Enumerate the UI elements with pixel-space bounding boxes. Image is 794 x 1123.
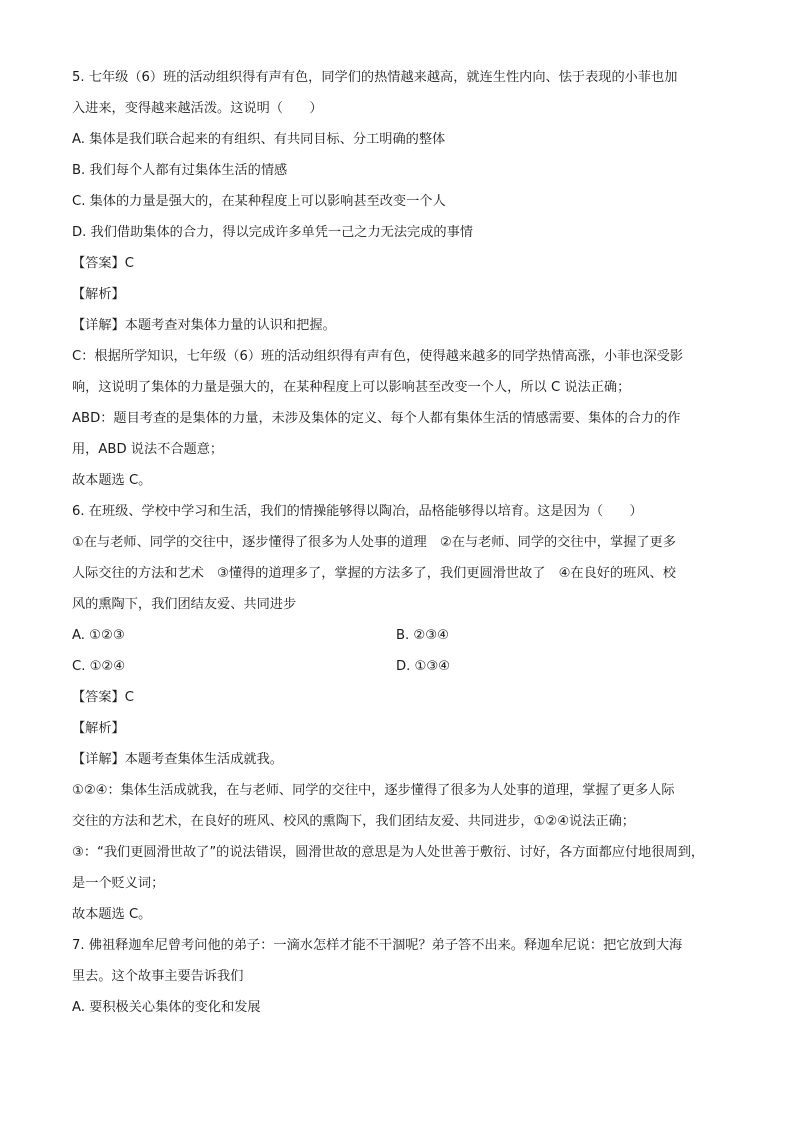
question-7 bbox=[72, 930, 724, 1023]
analysis-heading: 【解析】 bbox=[72, 287, 125, 302]
explanation-text: ③：“我们更圆滑世故了”的说法错误，圆滑世故的意思是为人处世善于敷衍、讨好，各方面都应付地很周到， bbox=[72, 845, 705, 860]
options-row bbox=[72, 651, 724, 682]
explanation-text: C：根据所学知识，七年级（6）班的活动组织得有声有色，使得越来越多的同学热情高涨，小菲也深受影 bbox=[72, 349, 684, 364]
explanation-text: ①②④：集体生活成就我，在与老师、同学的交往中，逐步懂得了很多为人处事的道理，掌握了更多人际 bbox=[72, 783, 675, 798]
statement-items: 风的熏陶下，我们团结友爱、共同进步 bbox=[72, 597, 297, 612]
option-a: A. 集体是我们联合起来的有组织、有共同目标、分工明确的整体 bbox=[72, 132, 446, 147]
options-row bbox=[72, 620, 724, 651]
question-stem: 6. 在班级、学校中学习和生活，我们的情操能够得以陶冶，品格能够得以培育。这是因为（ ） bbox=[72, 504, 643, 519]
statement-items: ①在与老师、同学的交往中，逐步懂得了很多为人处事的道理 ②在与老师、同学的交往中，掌握了更多 bbox=[72, 535, 676, 550]
option-a: A. ①②③ bbox=[72, 628, 125, 643]
option-c: C. 集体的力量是强大的，在某种程度上可以影响甚至改变一个人 bbox=[72, 194, 446, 209]
question-stem: 里去。这个故事主要告诉我们 bbox=[72, 969, 244, 984]
answer-line: 【答案】C bbox=[72, 690, 134, 705]
option-c: C. ①②④ bbox=[72, 659, 126, 674]
statement-items: 人际交往的方法和艺术 ③懂得的道理多了，掌握的方法多了，我们更圆滑世故了 ④在良好的班风、校 bbox=[72, 566, 676, 581]
option-a: A. 要积极关心集体的变化和发展 bbox=[72, 1000, 261, 1015]
answer-line: 【答案】C bbox=[72, 256, 134, 271]
detail-line: 【详解】本题考查集体生活成就我。 bbox=[72, 752, 283, 767]
question-stem: 7. 佛祖释迦牟尼曾考问他的弟子：一滴水怎样才能不干涸呢？弟子答不出来。释迦牟尼说：把它放到大海 bbox=[72, 938, 683, 953]
explanation-text: 用，ABD 说法不合题意； bbox=[72, 442, 224, 457]
conclusion-line: 故本题选 C。 bbox=[72, 473, 152, 488]
question-stem: 入进来，变得越来越活泼。这说明（ ） bbox=[72, 101, 323, 116]
option-b: B. 我们每个人都有过集体生活的情感 bbox=[72, 163, 288, 178]
explanation-text: ABD：题目考查的是集体的力量，未涉及集体的定义、每个人都有集体生活的情感需要、集体的合力的作 bbox=[72, 411, 681, 426]
option-b: B. ②③④ bbox=[396, 628, 449, 643]
question-6 bbox=[72, 496, 724, 930]
option-d: D. 我们借助集体的合力，得以完成许多单凭一己之力无法完成的事情 bbox=[72, 225, 473, 240]
explanation-text: 响，这说明了集体的力量是强大的，在某种程度上可以影响甚至改变一个人，所以 C 说法正确； bbox=[72, 380, 631, 395]
explanation-text: 交往的方法和艺术，在良好的班风、校风的熏陶下，我们团结友爱、共同进步，①②④说法正确； bbox=[72, 814, 635, 829]
conclusion-line: 故本题选 C。 bbox=[72, 907, 152, 922]
detail-line: 【详解】本题考查对集体力量的认识和把握。 bbox=[72, 318, 336, 333]
explanation-text: 是一个贬义词； bbox=[72, 876, 165, 891]
option-d: D. ①③④ bbox=[396, 659, 451, 674]
question-stem: 5. 七年级（6）班的活动组织得有声有色，同学们的热情越来越高，就连生性内向、怯于表现的小菲也加 bbox=[72, 70, 678, 85]
question-5 bbox=[72, 62, 724, 496]
analysis-heading: 【解析】 bbox=[72, 721, 125, 736]
document-page bbox=[72, 62, 724, 1023]
